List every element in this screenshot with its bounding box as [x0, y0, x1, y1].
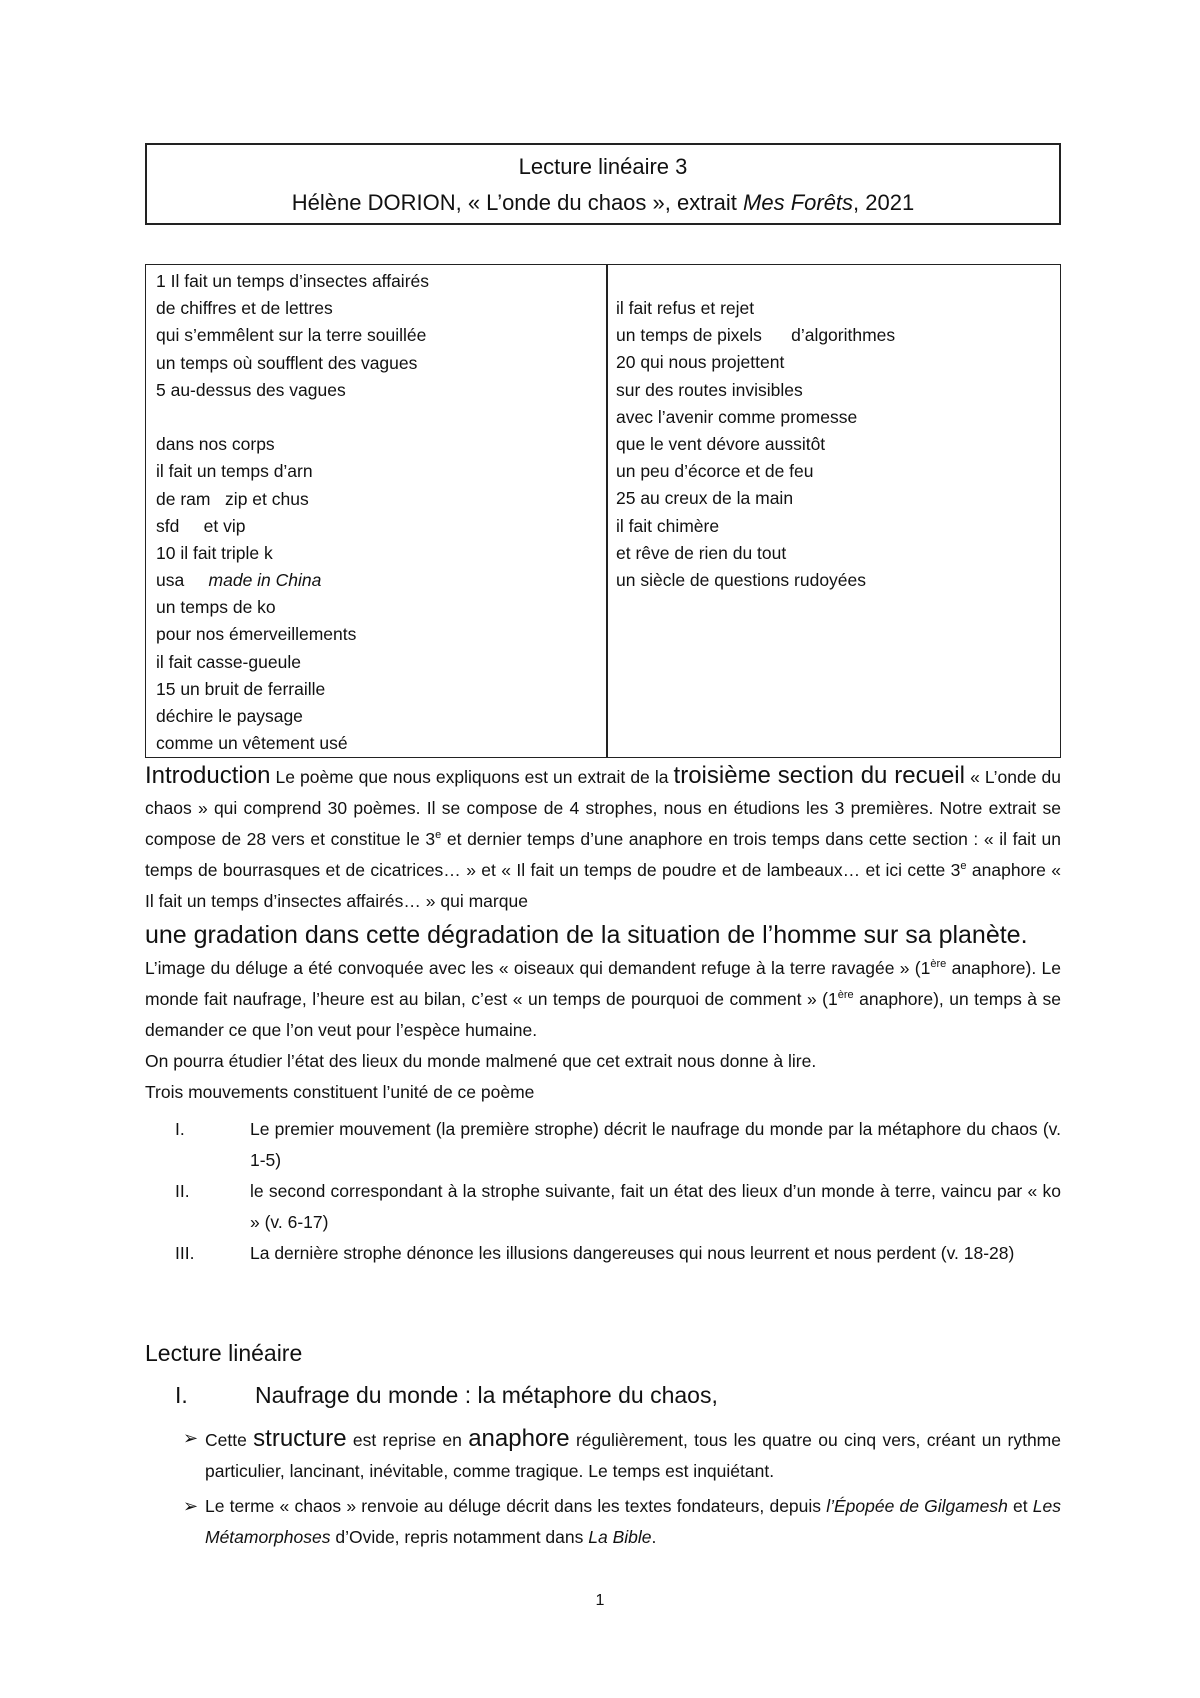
list-number: II. — [175, 1181, 190, 1201]
list-text: Le premier mouvement (la première strophe) décrit le naufrage du monde par la métaphore du chaos (v. 1-5) — [250, 1119, 1061, 1170]
text: régulièrement, tous les quatre ou cinq vers, créant un rythme particulier, lancinant, inévitable, comme tragique. Le temps est inquiétant. — [205, 1430, 1061, 1481]
intro-text: L’image du déluge a été convoquée avec les « oiseaux qui demandent refuge à la terre ravagée » (1 — [145, 958, 931, 978]
section-heading: Lecture linéaire — [145, 1340, 303, 1366]
list-item — [145, 1238, 1061, 1269]
verse: 5 au-dessus des vagues — [156, 379, 346, 400]
intro-text: « L’onde du chaos » qui comprend 30 poèmes. Il se compose de 4 strophes, nous en étudions les 3 premières. Notre extrait se compose de 28 vers et constitue le 3 — [145, 767, 1061, 849]
verse: un peu d’écorce et de feu — [616, 461, 814, 482]
verse-text: usa — [156, 570, 209, 591]
list-number: III. — [175, 1243, 195, 1263]
bullet-item — [145, 1491, 1061, 1553]
list-text: La dernière strophe dénonce les illusions dangereuses qui nous leurrent et nous perdent (v. 18-28) — [250, 1243, 1015, 1263]
intro-paragraph — [145, 953, 1061, 1046]
page-number: 1 — [595, 1592, 605, 1609]
subsection-heading — [175, 1382, 718, 1409]
intro-label: Introduction — [145, 762, 271, 789]
document-subtitle — [147, 185, 1059, 221]
verse: sfd et vip — [156, 515, 246, 536]
verse: un temps de ko — [156, 597, 276, 618]
verse-blank — [156, 404, 606, 431]
intro-text: anaphore « Il fait un temps d’insectes affairés… » qui marque — [145, 860, 1061, 911]
verse: de ram zip et chus — [156, 488, 309, 509]
emphasis: anaphore — [468, 1425, 570, 1452]
arrow-bullet-icon: ➢ — [183, 1428, 199, 1448]
poem-left-column — [156, 268, 606, 757]
subsection-number: I. — [175, 1382, 188, 1408]
intro-text: anaphore), un temps à se demander ce que l’on veut pour l’espèce humaine. — [145, 989, 1061, 1040]
poem-table — [145, 264, 1061, 758]
intro-problematic: On pourra étudier l’état des lieux du monde malmené que cet extrait nous donne à lire. — [145, 1051, 817, 1071]
superscript: e — [960, 860, 967, 873]
text: est reprise en — [346, 1430, 469, 1450]
verse: un temps où soufflent des vagues — [156, 352, 418, 373]
intro-text: anaphore). Le monde fait naufrage, l’heure est au bilan, c’est « un temps de pourquoi de comment » (1 — [145, 958, 1061, 1009]
verse: de chiffres et de lettres — [156, 298, 333, 319]
bullet-text — [205, 1491, 1061, 1553]
list-item — [145, 1176, 1061, 1238]
subtitle-year: , 2021 — [853, 190, 915, 215]
column-divider — [606, 265, 608, 757]
movements-list — [145, 1114, 1061, 1269]
intro-emphasis: troisième section du recueil — [673, 762, 965, 789]
verse: 1 Il fait un temps d’insectes affairés — [156, 271, 430, 291]
text: et — [1007, 1496, 1033, 1516]
verse: il fait refus et rejet — [616, 298, 755, 318]
emphasis: structure — [253, 1425, 347, 1452]
verse: comme un vêtement usé — [156, 733, 348, 754]
intro-movements-intro: Trois mouvements constituent l’unité de ce poème — [145, 1082, 535, 1102]
verse: 15 un bruit de ferraille — [156, 678, 326, 699]
verse: dans nos corps — [156, 434, 275, 455]
document-title: Lecture linéaire 3 — [518, 154, 688, 179]
list-number: I. — [175, 1119, 185, 1139]
book-title: l’Épopée de Gilgamesh — [826, 1496, 1008, 1516]
verse: qui s’emmêlent sur la terre souillée — [156, 325, 427, 346]
verse-italic: made in China — [208, 570, 322, 591]
superscript: ère — [837, 989, 854, 1002]
text: d’Ovide, repris notamment dans — [330, 1527, 589, 1547]
verse: un siècle de questions rudoyées — [616, 569, 867, 590]
verse: il fait casse-gueule — [156, 651, 301, 672]
book-title: La Bible — [588, 1527, 652, 1547]
analysis-bullets — [145, 1423, 1061, 1557]
verse: pour nos émerveillements — [156, 624, 357, 645]
verse — [156, 567, 606, 594]
verse: il fait chimère — [616, 515, 720, 536]
verse: il fait un temps d’arn — [156, 461, 313, 482]
text: Cette — [205, 1430, 254, 1450]
poem-right-column — [616, 295, 1046, 594]
verse: 20 qui nous projettent — [616, 352, 785, 373]
intro-paragraph — [145, 760, 1061, 917]
bullet-item — [145, 1423, 1061, 1487]
verse: déchire le paysage — [156, 706, 303, 726]
bullet-text — [205, 1423, 1061, 1487]
verse: et rêve de rien du tout — [616, 542, 787, 563]
subsection-title: Naufrage du monde : la métaphore du chaos, — [255, 1382, 718, 1408]
title-box — [145, 143, 1061, 225]
verse: sur des routes invisibles — [616, 379, 803, 400]
subtitle-book: Mes Forêts — [743, 190, 854, 215]
verse: avec l’avenir comme promesse — [616, 406, 858, 427]
intro-text: et dernier temps d’une anaphore en trois temps dans cette section : « il fait un temps de bourrasques et de cicatrices… » et « Il fait un temps de poudre et de lambeaux… et ici cette 3 — [145, 829, 1061, 880]
verse: un temps de pixels d’algorithmes — [616, 325, 896, 346]
superscript: e — [435, 829, 442, 842]
intro-text: Le poème que nous expliquons est un extrait de la — [270, 767, 674, 787]
verse: 25 au creux de la main — [616, 488, 794, 509]
subtitle-author: Hélène DORION, « L’onde du chaos », extrait — [291, 190, 744, 215]
verse: que le vent dévore aussitôt — [616, 433, 826, 454]
verse: 10 il fait triple k — [156, 542, 273, 563]
text: Le terme « chaos » renvoie au déluge décrit dans les textes fondateurs, depuis — [205, 1496, 827, 1516]
list-item — [145, 1114, 1061, 1176]
book-title: Les Métamorphoses — [205, 1496, 1062, 1547]
list-text: le second correspondant à la strophe suivante, fait un état des lieux d’un monde à terre, vaincu par « ko » (v. 6-17) — [250, 1181, 1061, 1232]
text: . — [651, 1527, 657, 1547]
intro-thesis: une gradation dans cette dégradation de la situation de l’homme sur sa planète. — [145, 921, 1028, 949]
introduction — [145, 760, 1061, 1108]
arrow-bullet-icon: ➢ — [183, 1496, 199, 1516]
superscript: ère — [930, 958, 947, 971]
